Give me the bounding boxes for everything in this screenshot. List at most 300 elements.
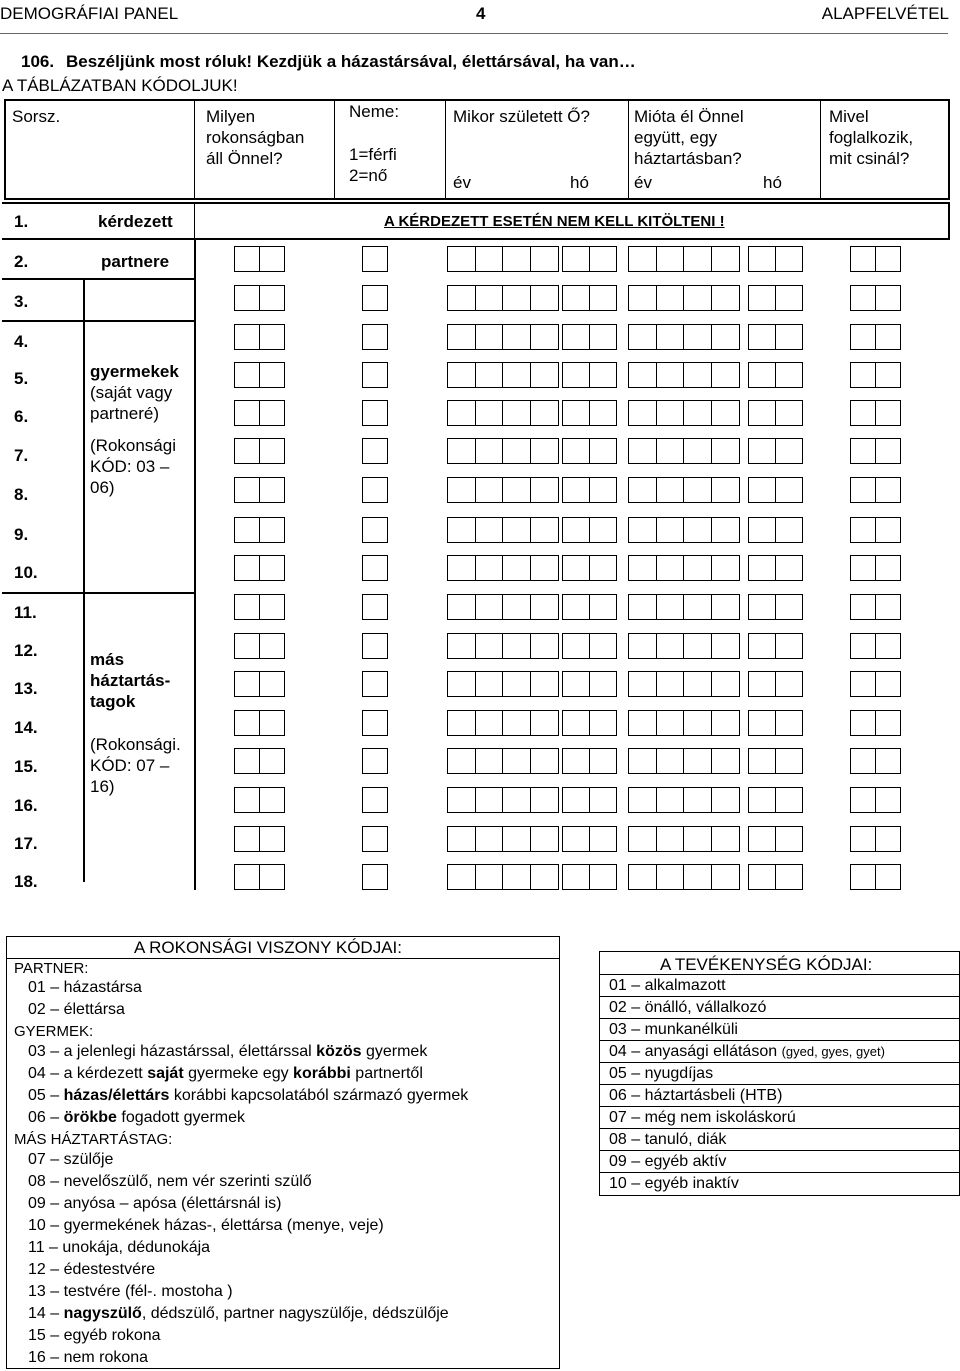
birth-year-box[interactable] <box>475 246 504 272</box>
children-group-label: (saját vagy <box>90 383 173 402</box>
since-year-box[interactable] <box>711 555 740 581</box>
kin-code-box[interactable] <box>234 748 260 774</box>
since-year-box[interactable] <box>711 671 740 697</box>
gender-box[interactable] <box>362 324 388 350</box>
birth-month-box[interactable] <box>562 517 590 543</box>
birth-year-box[interactable] <box>475 555 504 581</box>
activity-code-box[interactable] <box>850 633 876 659</box>
gender-box[interactable] <box>362 826 388 852</box>
birth-year-box[interactable] <box>447 864 476 890</box>
birth-year-box[interactable] <box>447 748 476 774</box>
since-year-box[interactable] <box>683 748 712 774</box>
since-year-box[interactable] <box>628 362 657 388</box>
birth-month-box[interactable] <box>589 671 617 697</box>
birth-year-box[interactable] <box>447 517 476 543</box>
activity-code-box[interactable] <box>875 633 901 659</box>
birth-year-box[interactable] <box>530 324 559 350</box>
since-month-box[interactable] <box>748 324 776 350</box>
kin-code-box[interactable] <box>234 400 260 426</box>
since-year-box[interactable] <box>683 285 712 311</box>
kin-code-box[interactable] <box>259 477 285 503</box>
since-year-box[interactable] <box>683 400 712 426</box>
since-year-box[interactable] <box>711 748 740 774</box>
birth-year-box[interactable] <box>447 324 476 350</box>
gender-box[interactable] <box>362 438 388 464</box>
since-year-box[interactable] <box>683 633 712 659</box>
since-year-box[interactable] <box>683 438 712 464</box>
activity-code-box[interactable] <box>875 438 901 464</box>
kin-code-box[interactable] <box>234 246 260 272</box>
since-year-box[interactable] <box>683 826 712 852</box>
birth-year-box[interactable] <box>475 438 504 464</box>
birth-year-box[interactable] <box>530 477 559 503</box>
since-month-box[interactable] <box>775 826 803 852</box>
kin-code-box[interactable] <box>234 324 260 350</box>
birth-month-box[interactable] <box>562 555 590 581</box>
kin-code-box[interactable] <box>234 633 260 659</box>
birth-year-box[interactable] <box>502 671 531 697</box>
birth-year-box[interactable] <box>475 517 504 543</box>
birth-year-box[interactable] <box>502 594 531 620</box>
since-year-box[interactable] <box>656 594 685 620</box>
activity-code-box[interactable] <box>850 594 876 620</box>
gender-box[interactable] <box>362 246 388 272</box>
since-month-box[interactable] <box>748 864 776 890</box>
since-year-box[interactable] <box>683 517 712 543</box>
since-year-box[interactable] <box>683 246 712 272</box>
activity-code-box[interactable] <box>875 362 901 388</box>
since-year-box[interactable] <box>628 324 657 350</box>
birth-month-box[interactable] <box>589 246 617 272</box>
birth-year-box[interactable] <box>475 864 504 890</box>
birth-year-box[interactable] <box>447 438 476 464</box>
birth-year-box[interactable] <box>447 285 476 311</box>
since-year-box[interactable] <box>711 285 740 311</box>
birth-month-box[interactable] <box>589 826 617 852</box>
birth-year-box[interactable] <box>502 324 531 350</box>
kin-code-box[interactable] <box>259 246 285 272</box>
birth-year-box[interactable] <box>502 633 531 659</box>
birth-year-box[interactable] <box>530 517 559 543</box>
activity-code-box[interactable] <box>875 477 901 503</box>
birth-month-box[interactable] <box>589 362 617 388</box>
birth-year-box[interactable] <box>530 826 559 852</box>
since-month-box[interactable] <box>775 787 803 813</box>
since-month-box[interactable] <box>748 438 776 464</box>
birth-year-box[interactable] <box>502 285 531 311</box>
since-month-box[interactable] <box>748 400 776 426</box>
birth-year-box[interactable] <box>502 438 531 464</box>
since-month-box[interactable] <box>775 438 803 464</box>
birth-month-box[interactable] <box>562 400 590 426</box>
gender-box[interactable] <box>362 748 388 774</box>
birth-month-box[interactable] <box>562 362 590 388</box>
kin-code-box[interactable] <box>259 594 285 620</box>
since-month-box[interactable] <box>748 246 776 272</box>
since-month-box[interactable] <box>748 477 776 503</box>
kin-code-box[interactable] <box>234 826 260 852</box>
birth-month-box[interactable] <box>562 324 590 350</box>
kin-code-box[interactable] <box>259 787 285 813</box>
since-year-box[interactable] <box>683 555 712 581</box>
activity-code-box[interactable] <box>850 285 876 311</box>
since-year-box[interactable] <box>656 864 685 890</box>
gender-box[interactable] <box>362 400 388 426</box>
activity-code-box[interactable] <box>850 864 876 890</box>
birth-month-box[interactable] <box>562 748 590 774</box>
birth-month-box[interactable] <box>589 400 617 426</box>
since-year-box[interactable] <box>683 864 712 890</box>
birth-month-box[interactable] <box>589 787 617 813</box>
since-year-box[interactable] <box>683 477 712 503</box>
birth-year-box[interactable] <box>475 748 504 774</box>
birth-year-box[interactable] <box>530 594 559 620</box>
since-month-box[interactable] <box>748 517 776 543</box>
activity-code-box[interactable] <box>875 594 901 620</box>
birth-year-box[interactable] <box>502 400 531 426</box>
since-year-box[interactable] <box>628 246 657 272</box>
birth-year-box[interactable] <box>530 246 559 272</box>
since-month-box[interactable] <box>748 671 776 697</box>
since-month-box[interactable] <box>775 748 803 774</box>
since-year-box[interactable] <box>711 438 740 464</box>
gender-box[interactable] <box>362 710 388 736</box>
since-year-box[interactable] <box>656 517 685 543</box>
gender-box[interactable] <box>362 864 388 890</box>
kin-code-box[interactable] <box>234 710 260 736</box>
birth-year-box[interactable] <box>447 633 476 659</box>
since-month-box[interactable] <box>775 555 803 581</box>
since-year-box[interactable] <box>656 633 685 659</box>
birth-month-box[interactable] <box>589 477 617 503</box>
since-year-box[interactable] <box>711 477 740 503</box>
birth-month-box[interactable] <box>562 633 590 659</box>
birth-year-box[interactable] <box>502 787 531 813</box>
activity-code-box[interactable] <box>875 748 901 774</box>
since-year-box[interactable] <box>711 710 740 736</box>
since-year-box[interactable] <box>628 826 657 852</box>
birth-month-box[interactable] <box>589 324 617 350</box>
children-group-end <box>2 592 196 594</box>
since-year-box[interactable] <box>683 324 712 350</box>
activity-code-box[interactable] <box>875 285 901 311</box>
birth-year-box[interactable] <box>447 710 476 736</box>
birth-year-box[interactable] <box>475 826 504 852</box>
birth-year-box[interactable] <box>502 710 531 736</box>
birth-year-box[interactable] <box>447 826 476 852</box>
birth-year-box[interactable] <box>475 285 504 311</box>
since-year-box[interactable] <box>656 285 685 311</box>
birth-year-box[interactable] <box>475 671 504 697</box>
gender-box[interactable] <box>362 477 388 503</box>
row-number: 17. <box>14 834 38 853</box>
birth-month-box[interactable] <box>562 477 590 503</box>
since-year-box[interactable] <box>628 633 657 659</box>
activity-code-box[interactable] <box>875 826 901 852</box>
kin-code-box[interactable] <box>259 285 285 311</box>
kin-code-box[interactable] <box>234 787 260 813</box>
since-month-box[interactable] <box>775 594 803 620</box>
birth-year-box[interactable] <box>502 517 531 543</box>
birth-month-box[interactable] <box>562 864 590 890</box>
kin-code-box[interactable] <box>259 400 285 426</box>
activity-code-box[interactable] <box>850 710 876 736</box>
birth-year-box[interactable] <box>447 555 476 581</box>
birth-year-box[interactable] <box>530 438 559 464</box>
since-month-box[interactable] <box>775 864 803 890</box>
since-month-box[interactable] <box>748 787 776 813</box>
since-year-box[interactable] <box>711 324 740 350</box>
kin-code-box[interactable] <box>259 362 285 388</box>
kin-code-box[interactable] <box>259 748 285 774</box>
since-year-box[interactable] <box>656 362 685 388</box>
since-year-box[interactable] <box>683 787 712 813</box>
kin-code-box[interactable] <box>234 671 260 697</box>
since-year-box[interactable] <box>656 787 685 813</box>
since-year-box[interactable] <box>628 438 657 464</box>
since-year-box[interactable] <box>683 710 712 736</box>
row-number: 7. <box>14 446 29 465</box>
since-month-box[interactable] <box>748 748 776 774</box>
since-year-box[interactable] <box>628 710 657 736</box>
kin-code-10: 10 – gyermekének házas-, élettársa (menye, veje) <box>28 1217 384 1234</box>
col-ho-2: hó <box>763 173 782 192</box>
gender-box[interactable] <box>362 594 388 620</box>
birth-year-box[interactable] <box>530 787 559 813</box>
since-year-box[interactable] <box>628 787 657 813</box>
activity-code-box[interactable] <box>875 787 901 813</box>
birth-year-box[interactable] <box>502 864 531 890</box>
row-2-label: partnere <box>101 252 170 271</box>
birth-year-box[interactable] <box>475 362 504 388</box>
gender-box[interactable] <box>362 787 388 813</box>
activity-code-box[interactable] <box>850 400 876 426</box>
kin-code-box[interactable] <box>234 517 260 543</box>
activity-code-box[interactable] <box>875 671 901 697</box>
birth-year-box[interactable] <box>502 246 531 272</box>
since-year-box[interactable] <box>628 517 657 543</box>
since-year-box[interactable] <box>711 826 740 852</box>
since-month-box[interactable] <box>748 285 776 311</box>
kin-code-box[interactable] <box>234 285 260 311</box>
since-year-box[interactable] <box>683 671 712 697</box>
birth-year-box[interactable] <box>447 246 476 272</box>
birth-month-box[interactable] <box>562 671 590 697</box>
birth-year-box[interactable] <box>502 362 531 388</box>
gender-box[interactable] <box>362 671 388 697</box>
since-month-box[interactable] <box>775 324 803 350</box>
birth-month-box[interactable] <box>562 285 590 311</box>
birth-month-box[interactable] <box>589 438 617 464</box>
gender-box[interactable] <box>362 555 388 581</box>
birth-month-box[interactable] <box>589 285 617 311</box>
birth-month-box[interactable] <box>562 438 590 464</box>
gender-box[interactable] <box>362 285 388 311</box>
since-year-box[interactable] <box>656 555 685 581</box>
kin-code-box[interactable] <box>259 710 285 736</box>
birth-year-box[interactable] <box>475 400 504 426</box>
birth-year-box[interactable] <box>530 362 559 388</box>
since-year-box[interactable] <box>711 400 740 426</box>
birth-year-box[interactable] <box>475 787 504 813</box>
since-month-box[interactable] <box>775 400 803 426</box>
birth-month-box[interactable] <box>589 594 617 620</box>
since-year-box[interactable] <box>711 594 740 620</box>
row-2-number: 2. <box>14 252 29 271</box>
activity-code-box[interactable] <box>875 517 901 543</box>
since-year-box[interactable] <box>683 362 712 388</box>
birth-month-box[interactable] <box>589 710 617 736</box>
since-year-box[interactable] <box>711 787 740 813</box>
since-month-box[interactable] <box>775 246 803 272</box>
gender-box[interactable] <box>362 517 388 543</box>
birth-month-box[interactable] <box>589 864 617 890</box>
activity-code-box[interactable] <box>850 324 876 350</box>
birth-year-box[interactable] <box>447 594 476 620</box>
activity-code-01: 01 – alkalmazott <box>609 977 726 994</box>
activity-code-box[interactable] <box>875 555 901 581</box>
birth-year-box[interactable] <box>502 826 531 852</box>
kin-code-box[interactable] <box>234 864 260 890</box>
birth-year-box[interactable] <box>530 633 559 659</box>
since-year-box[interactable] <box>711 864 740 890</box>
birth-year-box[interactable] <box>475 594 504 620</box>
birth-year-box[interactable] <box>530 285 559 311</box>
birth-year-box[interactable] <box>447 362 476 388</box>
since-month-box[interactable] <box>748 594 776 620</box>
birth-year-box[interactable] <box>530 400 559 426</box>
activity-code-box[interactable] <box>850 555 876 581</box>
since-year-box[interactable] <box>656 438 685 464</box>
since-month-box[interactable] <box>775 633 803 659</box>
since-month-box[interactable] <box>775 285 803 311</box>
since-month-box[interactable] <box>748 633 776 659</box>
activity-code-box[interactable] <box>850 246 876 272</box>
since-year-box[interactable] <box>656 324 685 350</box>
kin-code-box[interactable] <box>259 324 285 350</box>
kin-code-box[interactable] <box>259 671 285 697</box>
birth-month-box[interactable] <box>589 633 617 659</box>
birth-year-box[interactable] <box>530 864 559 890</box>
activity-code-box[interactable] <box>850 477 876 503</box>
since-month-box[interactable] <box>748 710 776 736</box>
since-year-box[interactable] <box>656 477 685 503</box>
since-month-box[interactable] <box>775 517 803 543</box>
birth-month-box[interactable] <box>589 517 617 543</box>
since-month-box[interactable] <box>775 477 803 503</box>
row-3-separator <box>2 320 196 322</box>
activity-code-box[interactable] <box>875 246 901 272</box>
kin-code-box[interactable] <box>234 477 260 503</box>
kin-code-box[interactable] <box>259 517 285 543</box>
kin-code-box[interactable] <box>259 826 285 852</box>
since-year-box[interactable] <box>628 477 657 503</box>
since-month-box[interactable] <box>775 362 803 388</box>
activity-code-box[interactable] <box>850 517 876 543</box>
birth-year-box[interactable] <box>475 477 504 503</box>
since-year-box[interactable] <box>683 594 712 620</box>
activity-code-box[interactable] <box>850 748 876 774</box>
birth-year-box[interactable] <box>475 324 504 350</box>
kin-code-box[interactable] <box>259 633 285 659</box>
kin-code-box[interactable] <box>234 362 260 388</box>
since-month-box[interactable] <box>748 362 776 388</box>
kin-code-box[interactable] <box>259 555 285 581</box>
activity-code-box[interactable] <box>850 362 876 388</box>
since-year-box[interactable] <box>656 400 685 426</box>
activity-code-box[interactable] <box>875 864 901 890</box>
birth-month-box[interactable] <box>562 826 590 852</box>
birth-month-box[interactable] <box>562 594 590 620</box>
activity-code-box[interactable] <box>850 438 876 464</box>
since-month-box[interactable] <box>748 826 776 852</box>
since-year-box[interactable] <box>711 633 740 659</box>
activity-code-box[interactable] <box>850 787 876 813</box>
kin-code-box[interactable] <box>234 594 260 620</box>
since-year-box[interactable] <box>628 400 657 426</box>
since-year-box[interactable] <box>656 748 685 774</box>
since-month-box[interactable] <box>775 671 803 697</box>
birth-year-box[interactable] <box>475 633 504 659</box>
birth-year-box[interactable] <box>530 555 559 581</box>
since-year-box[interactable] <box>656 826 685 852</box>
since-year-box[interactable] <box>628 671 657 697</box>
activity-code-box[interactable] <box>875 710 901 736</box>
kin-code-box[interactable] <box>234 438 260 464</box>
since-year-box[interactable] <box>628 555 657 581</box>
header-divider <box>194 101 195 198</box>
birth-year-box[interactable] <box>502 748 531 774</box>
gender-box[interactable] <box>362 362 388 388</box>
gender-box[interactable] <box>362 633 388 659</box>
activity-code-box[interactable] <box>850 671 876 697</box>
since-month-box[interactable] <box>748 555 776 581</box>
activity-code-box[interactable] <box>875 400 901 426</box>
kin-code-box[interactable] <box>234 555 260 581</box>
birth-year-box[interactable] <box>447 787 476 813</box>
since-year-box[interactable] <box>628 864 657 890</box>
activity-code-box[interactable] <box>875 324 901 350</box>
since-year-box[interactable] <box>711 362 740 388</box>
birth-year-box[interactable] <box>447 400 476 426</box>
since-year-box[interactable] <box>711 246 740 272</box>
kin-code-box[interactable] <box>259 864 285 890</box>
activity-code-box[interactable] <box>850 826 876 852</box>
birth-year-box[interactable] <box>447 477 476 503</box>
since-year-box[interactable] <box>656 246 685 272</box>
birth-year-box[interactable] <box>530 748 559 774</box>
since-month-box[interactable] <box>775 710 803 736</box>
since-year-box[interactable] <box>628 285 657 311</box>
kin-code-box[interactable] <box>259 438 285 464</box>
birth-year-box[interactable] <box>530 671 559 697</box>
birth-year-box[interactable] <box>502 555 531 581</box>
birth-month-box[interactable] <box>562 246 590 272</box>
birth-year-box[interactable] <box>447 671 476 697</box>
birth-year-box[interactable] <box>530 710 559 736</box>
since-year-box[interactable] <box>656 710 685 736</box>
since-year-box[interactable] <box>628 748 657 774</box>
birth-month-box[interactable] <box>562 787 590 813</box>
since-year-box[interactable] <box>711 517 740 543</box>
since-year-box[interactable] <box>628 594 657 620</box>
birth-year-box[interactable] <box>502 477 531 503</box>
birth-year-box[interactable] <box>475 710 504 736</box>
since-year-box[interactable] <box>656 671 685 697</box>
birth-month-box[interactable] <box>589 555 617 581</box>
birth-month-box[interactable] <box>562 710 590 736</box>
birth-month-box[interactable] <box>589 748 617 774</box>
